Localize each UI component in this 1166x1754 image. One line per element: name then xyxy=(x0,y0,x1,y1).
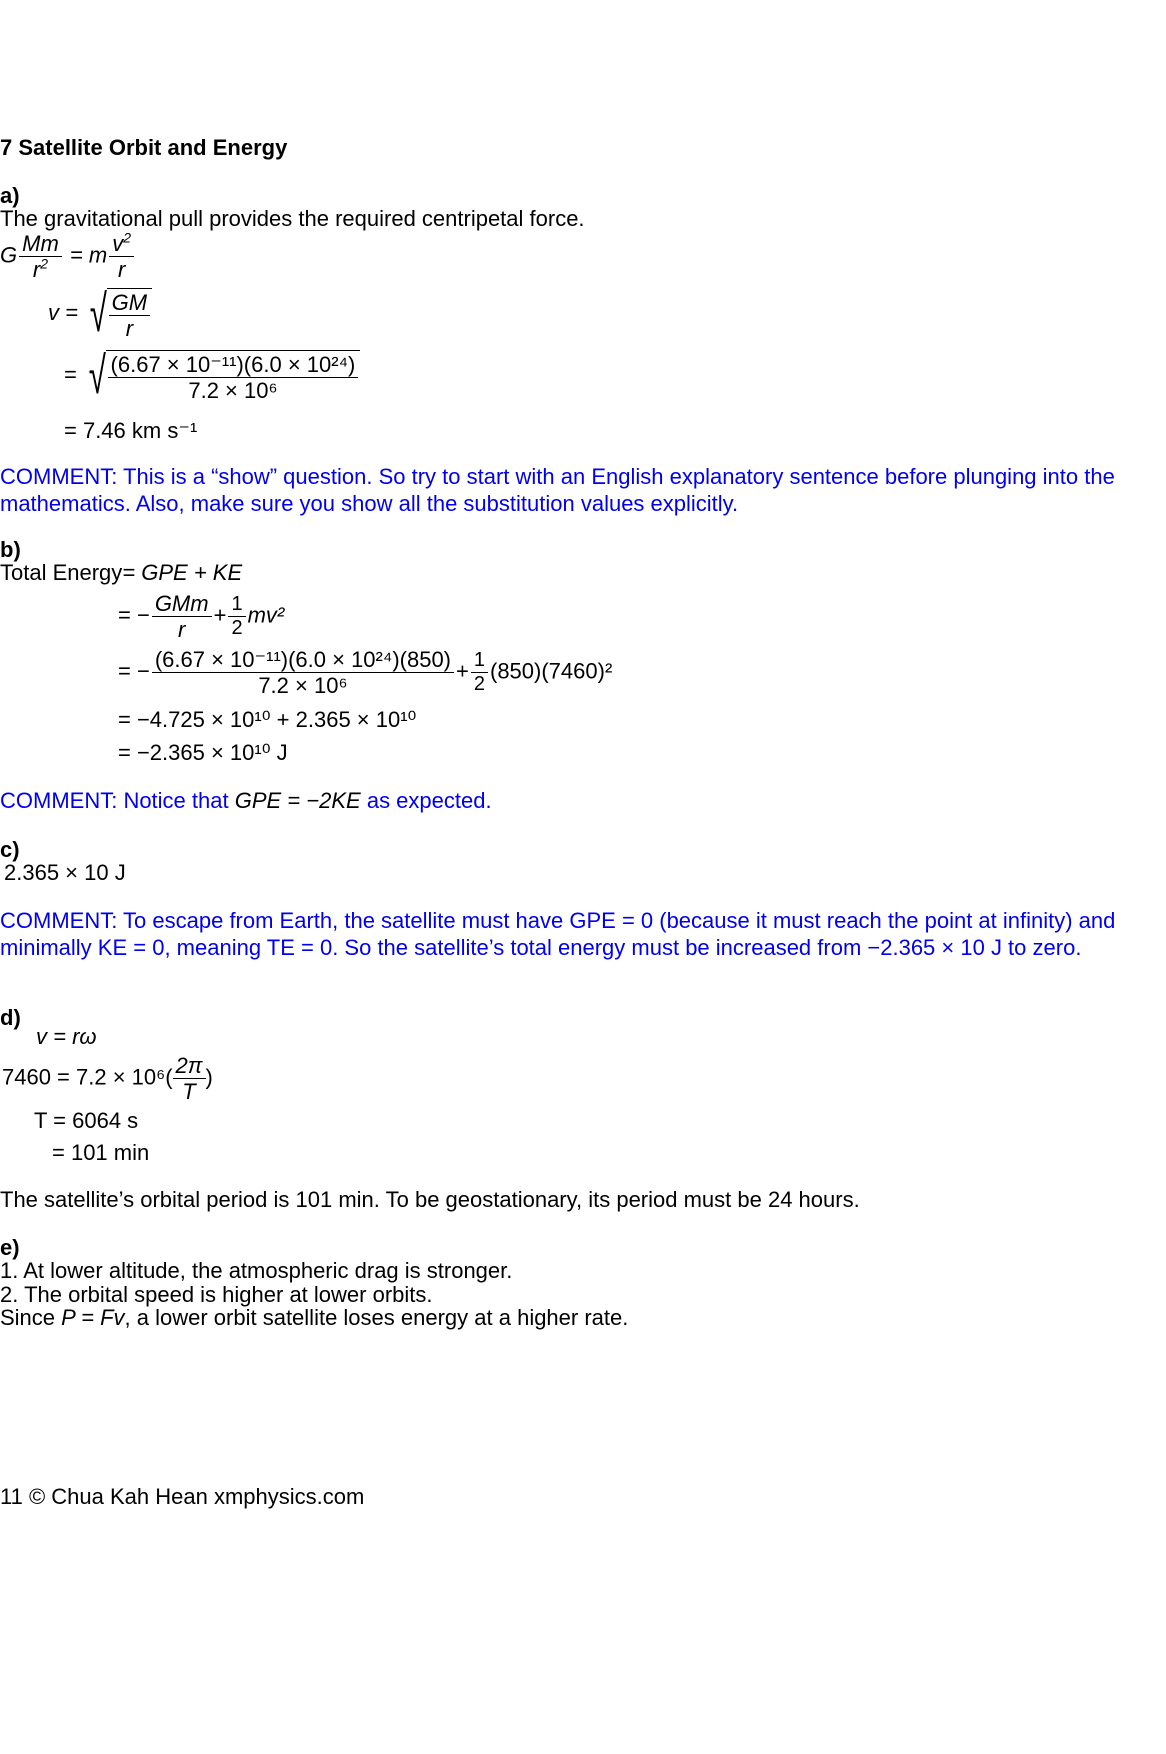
part-d-line-3: T = 6064 s xyxy=(34,1108,139,1133)
b-comment-eq: GPE = −2KE xyxy=(234,788,361,813)
part-e-since xyxy=(0,1305,628,1331)
e-since-post: , a lower orbit satellite loses energy at a higher rate. xyxy=(124,1305,629,1330)
b-line2-tail: mv² xyxy=(247,602,285,628)
section-title: 7 Satellite Orbit and Energy xyxy=(0,135,288,160)
eq2-num: GM xyxy=(109,291,150,316)
part-d-line-4: = 101 min xyxy=(52,1140,150,1165)
b-line1-rhs: = GPE + KE xyxy=(122,560,243,585)
eq1-g: G xyxy=(0,242,18,268)
part-c-label: c) xyxy=(0,837,20,862)
part-c-comment: COMMENT: To escape from Earth, the satellite must have GPE = 0 (because it must reach the point at infinity) and minimally KE = 0, meaning TE = 0. So the satellite’s total energy must be increased from −2.365 × 10 J to zero. xyxy=(0,908,1116,960)
part-b-line-2: = − $\frac{\text{GMm}}{r}$ + $\frac{1}{2}$ mv² xyxy=(118,591,285,643)
b-line2-den: r xyxy=(178,617,186,643)
eq1-rnum: $v^2$ xyxy=(109,232,134,257)
eq1-num: Mm xyxy=(19,232,62,257)
part-e-label: e) xyxy=(0,1235,20,1260)
part-b-label: b) xyxy=(0,537,21,562)
b-line3-half-num: 1 xyxy=(471,650,488,673)
eq1-fraction-left xyxy=(19,232,62,281)
part-c-answer: 2.365 × 10 J xyxy=(4,860,126,885)
eq3-num: (6.67 × 10⁻¹¹)(6.0 × 10²⁴) xyxy=(108,353,359,378)
part-a-label: a) xyxy=(0,183,20,208)
b-comment-pre: COMMENT: Notice that xyxy=(0,788,229,813)
part-d-label: d) xyxy=(0,1005,21,1030)
part-a-comment: COMMENT: This is a “show” question. So try to start with an English explanatory sentence before plunging into the mathematics. Also, make sure you show all the substitution values explicitly. xyxy=(0,464,1115,516)
part-e-item-1: 1. At lower altitude, the atmospheric drag is stronger. xyxy=(0,1258,513,1283)
part-b-comment xyxy=(0,788,492,814)
part-b-line-1 xyxy=(0,560,242,586)
b-line2-num: GMm xyxy=(152,592,212,617)
eq1-fraction-right xyxy=(109,229,134,283)
d-line2-pre: 7460 = 7.2 × 10⁶( xyxy=(2,1064,173,1090)
part-a-equation-1 xyxy=(0,229,136,283)
part-d-conclusion: The satellite’s orbital period is 101 min. To be geostationary, its period must be 24 hours. xyxy=(0,1187,860,1212)
part-b-line-4: = −4.725 × 10¹⁰ + 2.365 × 10¹⁰ xyxy=(118,707,417,732)
b-line3-half-den: 2 xyxy=(473,673,485,696)
b-line2-half-den: 2 xyxy=(231,617,243,640)
part-a-equation-2 xyxy=(48,285,152,343)
b-line3-num: (6.67 × 10⁻¹¹)(6.0 × 10²⁴)(850) xyxy=(152,648,454,673)
eq2-sqrt: √ $\frac{GM}{r}$ xyxy=(84,288,152,340)
part-a-statement: The gravitational pull provides the required centripetal force. xyxy=(0,206,585,231)
e-since-eq: P = Fv xyxy=(61,1305,125,1330)
part-a-equation-4: = 7.46 km s⁻¹ xyxy=(64,418,198,443)
d-line2-post: ) xyxy=(205,1064,213,1090)
page-footer: 11 © Chua Kah Hean xmphysics.com xyxy=(0,1484,365,1509)
b-comment-post: as expected. xyxy=(366,788,492,813)
b-line3-tail: (850)(7460)² xyxy=(490,658,613,684)
eq2-lhs: v = xyxy=(48,299,78,325)
eq1-rden: r xyxy=(117,257,126,283)
b-line3-den: 7.2 × 10⁶ xyxy=(258,673,348,699)
eq1-den: $r^2$ xyxy=(32,255,49,283)
part-a-equation-3: = √ $\frac{\text{(6.67 × 10⁻¹¹)(6.0 × 10²⁴)}}{\text{7.2 × 10⁶}}$ xyxy=(64,350,360,402)
eq1-mid: = m xyxy=(69,242,108,268)
d-line2-den: T xyxy=(182,1079,196,1105)
part-d-line-1: v = rω xyxy=(36,1024,97,1049)
eq2-den: r xyxy=(125,316,134,342)
eq3-sqrt: √ $\frac{\text{(6.67 × 10⁻¹¹)(6.0 × 10²⁴)}}{\text{7.2 × 10⁶}}$ xyxy=(83,350,360,402)
d-line2-num: 2π xyxy=(173,1054,206,1079)
e-since-pre: Since xyxy=(0,1305,56,1330)
eq3-den: 7.2 × 10⁶ xyxy=(188,378,278,404)
part-d-line-2 xyxy=(2,1054,213,1103)
part-e-item-2: 2. The orbital speed is higher at lower orbits. xyxy=(0,1282,433,1307)
part-b-line-5: = −2.365 × 10¹⁰ J xyxy=(118,740,288,765)
part-b-line-3: = − $\frac{\text{(6.67 × 10⁻¹¹)(6.0 × 10²⁴)(850)}}{\text{7.2 × 10⁶}}$ + $\frac{1}{2}$ (850)(7460)² xyxy=(118,647,613,699)
b-line1-lhs: Total Energy xyxy=(0,560,123,585)
b-line2-half-num: 1 xyxy=(228,594,245,617)
